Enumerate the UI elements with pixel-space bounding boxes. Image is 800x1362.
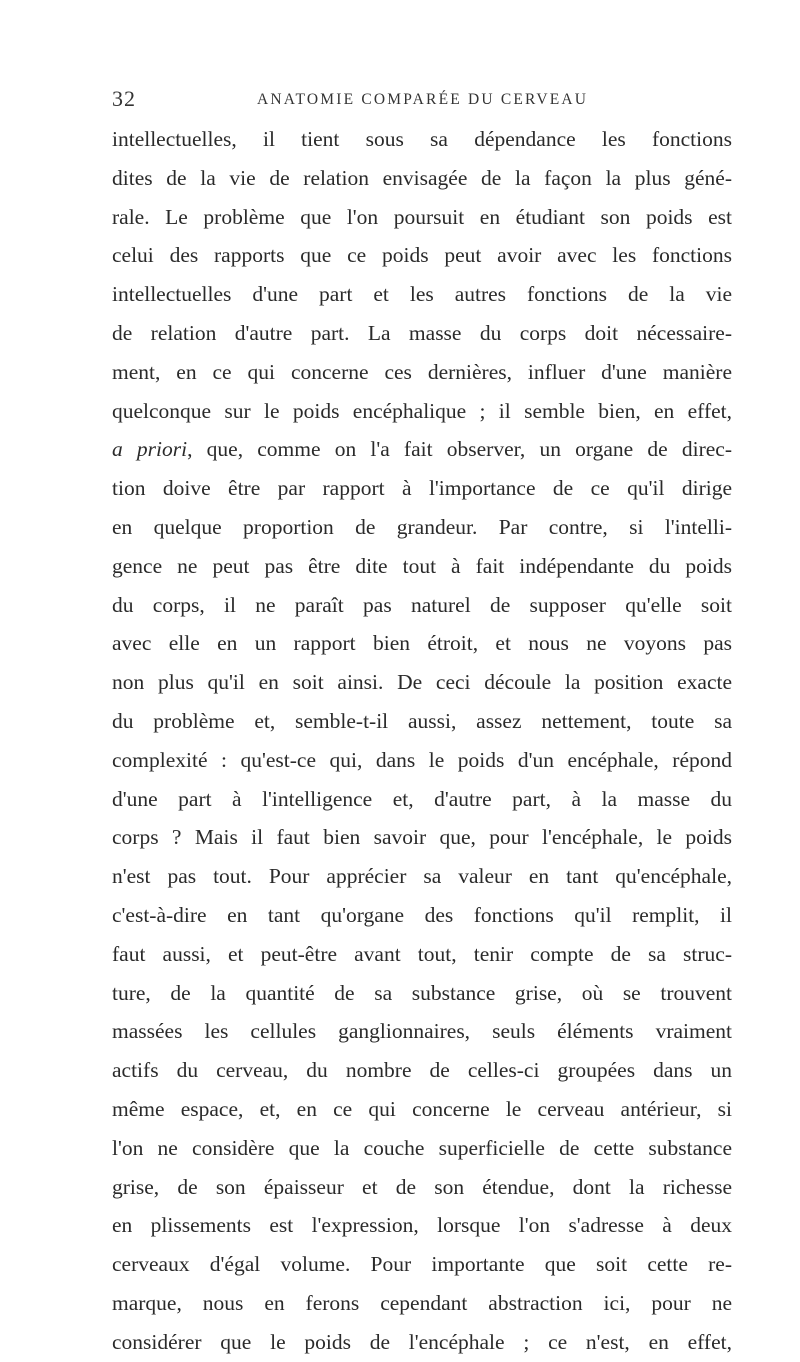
text-line: quelconque sur le poids encéphalique ; il semble bien, en effet, — [112, 398, 732, 423]
text-line: marque, nous en ferons cependant abstraction ici, pour ne — [112, 1290, 732, 1315]
text-line: n'est pas tout. Pour apprécier sa valeur en tant qu'encéphale, — [112, 864, 732, 889]
text-line: même espace, et, en ce qui concerne le cerveau antérieur, si — [112, 1096, 732, 1121]
text-line: en plissements est l'expression, lorsque l'on s'adresse à deux — [112, 1213, 732, 1238]
text-line: faut aussi, et peut-être avant tout, tenir compte de sa struc- — [112, 941, 732, 966]
text-line: avec elle en un rapport bien étroit, et nous ne voyons pas — [112, 631, 732, 656]
text-line: de relation d'autre part. La masse du corps doit nécessaire- — [112, 320, 732, 345]
text-line: gence ne peut pas être dite tout à fait indépendante du poids — [112, 553, 732, 578]
text-line: dites de la vie de relation envisagée de la façon la plus géné- — [112, 165, 732, 190]
text-line: intellectuelles d'une part et les autres fonctions de la vie — [112, 282, 732, 307]
text-line: non plus qu'il en soit ainsi. De ceci découle la position exacte — [112, 670, 732, 695]
body-text — [112, 120, 732, 1362]
text-line: complexité : qu'est-ce qui, dans le poids d'un encéphale, répond — [112, 747, 732, 772]
text-line: intellectuelles, il tient sous sa dépendance les fonctions — [112, 127, 732, 151]
text-line: ment, en ce qui concerne ces dernières, influer d'une manière — [112, 359, 732, 384]
text-line: corps ? Mais il faut bien savoir que, pour l'encéphale, le poids — [112, 825, 732, 850]
text-line: en quelque proportion de grandeur. Par contre, si l'intelli- — [112, 514, 732, 539]
running-head — [112, 86, 732, 116]
text-line: l'on ne considère que la couche superficielle de cette substance — [112, 1135, 732, 1160]
text-line: du problème et, semble-t-il aussi, assez nettement, toute sa — [112, 708, 732, 733]
text-line: ture, de la quantité de sa substance grise, où se trouvent — [112, 980, 732, 1005]
text-line: actifs du cerveau, du nombre de celles-ci groupées dans un — [112, 1058, 732, 1083]
text-line: celui des rapports que ce poids peut avoir avec les fonctions — [112, 243, 732, 268]
text-line: cerveaux d'égal volume. Pour importante que soit cette re- — [112, 1252, 732, 1277]
text-line: considérer que le poids de l'encéphale ; ce n'est, en effet, — [112, 1329, 732, 1354]
text-line: tion doive être par rapport à l'importance de ce qu'il dirige — [112, 476, 732, 501]
page-number: 32 — [112, 86, 136, 111]
text-line: grise, de son épaisseur et de son étendue, dont la richesse — [112, 1174, 732, 1199]
text-line: a priori, que, comme on l'a fait observer, un organe de direc- — [112, 437, 732, 462]
text-line: massées les cellules ganglionnaires, seuls éléments vraiment — [112, 1019, 732, 1044]
italic-phrase: a priori — [112, 437, 188, 462]
running-title: ANATOMIE COMPARÉE DU CERVEAU — [257, 91, 589, 108]
text-line: rale. Le problème que l'on poursuit en étudiant son poids est — [112, 204, 732, 229]
text-line: du corps, il ne paraît pas naturel de supposer qu'elle soit — [112, 592, 732, 617]
text-line: c'est-à-dire en tant qu'organe des fonctions qu'il remplit, il — [112, 902, 732, 927]
text-line: d'une part à l'intelligence et, d'autre part, à la masse du — [112, 786, 732, 811]
